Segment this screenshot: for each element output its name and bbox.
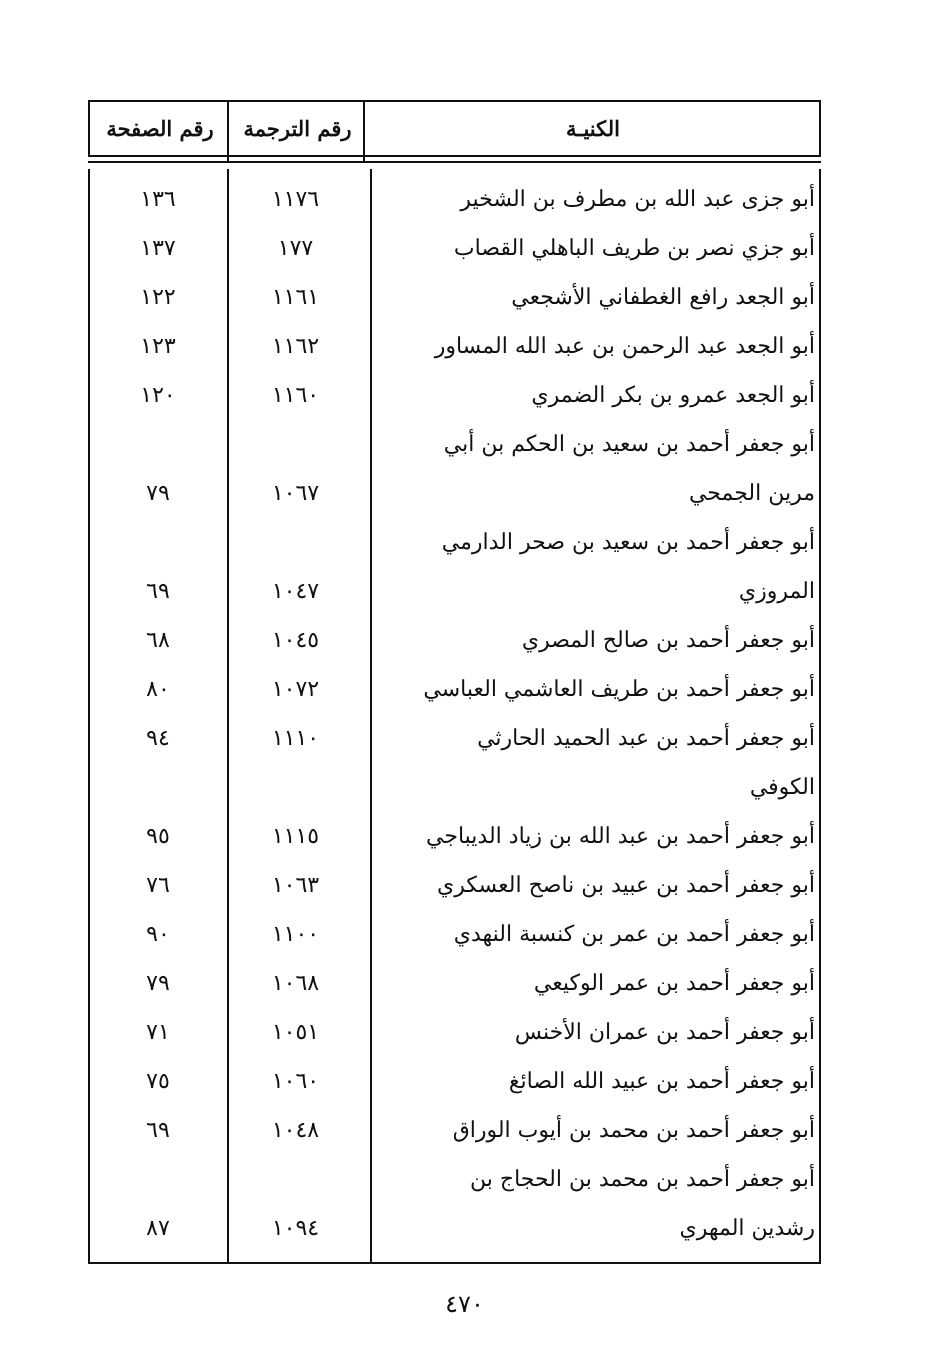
kunya-cell: أبو الجعد عمرو بن بكر الضمري bbox=[531, 383, 815, 408]
table-row bbox=[88, 371, 821, 421]
table-row bbox=[88, 469, 821, 519]
page-number-cell bbox=[88, 763, 228, 813]
page-number-cell: ١٣٦ bbox=[140, 187, 176, 212]
page-number-cell: ١٢٠ bbox=[140, 383, 176, 408]
kunya-cell: أبو الجعد عبد الرحمن بن عبد الله المساور bbox=[434, 334, 815, 359]
page-number-cell: ٧٩ bbox=[146, 481, 170, 506]
table-row bbox=[88, 1155, 821, 1205]
table-row bbox=[88, 567, 821, 617]
header-tarjama-number: رقم الترجمة bbox=[243, 116, 352, 141]
tarjama-number-cell: ١١٦٢ bbox=[271, 334, 320, 359]
table-header bbox=[88, 100, 821, 157]
table-row bbox=[88, 812, 821, 862]
table-row bbox=[88, 1008, 821, 1058]
page-number-cell: ٨٧ bbox=[146, 1216, 170, 1241]
kunya-cell: أبو جعفر أحمد بن سعيد بن الحكم بن أبي bbox=[443, 432, 815, 457]
tarjama-number-cell: ١٠٥١ bbox=[271, 1020, 320, 1045]
page-number-cell: ٧٦ bbox=[146, 873, 170, 898]
tarjama-number-cell: ١٠٤٥ bbox=[271, 628, 320, 653]
table-row bbox=[88, 714, 821, 764]
kunya-cell: الكوفي bbox=[749, 775, 815, 800]
table-row bbox=[88, 224, 821, 274]
header-page-number: رقم الصفحة bbox=[106, 116, 214, 141]
kunya-cell: المروزي bbox=[738, 579, 815, 604]
table-row bbox=[88, 616, 821, 666]
table-row bbox=[88, 1106, 821, 1156]
kunya-cell: أبو جعفر أحمد بن عمران الأخنس bbox=[514, 1020, 815, 1045]
header-kunya: الكنيـة bbox=[566, 116, 620, 141]
header-divider bbox=[227, 100, 229, 161]
table-row bbox=[88, 518, 821, 568]
page-number-cell: ٩٥ bbox=[146, 824, 170, 849]
tarjama-number-cell: ١١١٥ bbox=[271, 824, 320, 849]
page-number-cell bbox=[88, 518, 228, 568]
tarjama-number-cell: ١٠٤٨ bbox=[271, 1118, 320, 1143]
table-row bbox=[88, 1057, 821, 1107]
table-row bbox=[88, 322, 821, 372]
page-number-cell: ٧٥ bbox=[146, 1069, 170, 1094]
table-row bbox=[88, 273, 821, 323]
table-row bbox=[88, 1204, 821, 1254]
tarjama-number-cell bbox=[228, 763, 363, 813]
page-number-cell: ٧١ bbox=[146, 1020, 170, 1045]
table-row bbox=[88, 665, 821, 715]
page-number-cell: ١٢٢ bbox=[140, 285, 176, 310]
kunya-index-table bbox=[88, 100, 821, 1264]
page-number-cell: ٩٠ bbox=[146, 922, 170, 947]
header-divider bbox=[363, 100, 365, 161]
tarjama-number-cell bbox=[228, 518, 363, 568]
kunya-cell: أبو جعفر أحمد بن عمر بن كنسبة النهدي bbox=[453, 922, 815, 947]
kunya-cell: أبو جعفر أحمد بن عمر الوكيعي bbox=[533, 971, 815, 996]
tarjama-number-cell bbox=[228, 420, 363, 470]
page-number-cell: ٦٨ bbox=[146, 628, 170, 653]
tarjama-number-cell: ١١١٠ bbox=[271, 726, 320, 751]
table-row bbox=[88, 175, 821, 225]
tarjama-number-cell bbox=[228, 1155, 363, 1205]
kunya-cell: أبو جعفر أحمد بن محمد بن الحجاج بن bbox=[470, 1167, 815, 1192]
kunya-cell: أبو جعفر أحمد بن عبيد بن ناصح العسكري bbox=[437, 873, 815, 898]
kunya-cell: رشدين المهري bbox=[679, 1216, 815, 1241]
tarjama-number-cell: ١١٦٠ bbox=[271, 383, 320, 408]
table-row bbox=[88, 959, 821, 1009]
tarjama-number-cell: ١٠٧٢ bbox=[271, 677, 320, 702]
tarjama-number-cell: ١٠٦٣ bbox=[271, 873, 320, 898]
kunya-cell: أبو جعفر أحمد بن عبد الله بن زياد الديباجي bbox=[426, 824, 815, 849]
kunya-cell: أبو جعفر أحمد بن سعيد بن صحر الدارمي bbox=[441, 530, 815, 555]
kunya-cell: أبو جعفر أحمد بن طريف العاشمي العباسي bbox=[423, 677, 815, 702]
page-number-cell: ٩٤ bbox=[146, 726, 170, 751]
tarjama-number-cell: ١٠٦٧ bbox=[271, 481, 320, 506]
kunya-cell: أبو جعفر أحمد بن صالح المصري bbox=[521, 628, 815, 653]
page-number-cell: ٦٩ bbox=[146, 579, 170, 604]
tarjama-number-cell: ١٠٦٠ bbox=[271, 1069, 320, 1094]
page-number-cell: ٧٩ bbox=[146, 971, 170, 996]
kunya-cell: أبو جعفر أحمد بن عبد الحميد الحارثي bbox=[477, 726, 815, 751]
table-row bbox=[88, 420, 821, 470]
tarjama-number-cell: ١١٠٠ bbox=[271, 922, 320, 947]
page-number-cell: ٨٠ bbox=[146, 677, 170, 702]
kunya-cell: أبو جزي نصر بن طريف الباهلي القصاب bbox=[453, 236, 815, 261]
table-row bbox=[88, 763, 821, 813]
tarjama-number-cell: ١١٧٦ bbox=[271, 187, 320, 212]
page-number-cell bbox=[88, 1155, 228, 1205]
page-number: ٤٧٠ bbox=[445, 1290, 484, 1318]
kunya-cell: أبو جعفر أحمد بن عبيد الله الصائغ bbox=[508, 1069, 815, 1094]
tarjama-number-cell: ١١٦١ bbox=[271, 285, 320, 310]
page-number-cell: ١٢٣ bbox=[140, 334, 176, 359]
tarjama-number-cell: ١٠٩٤ bbox=[271, 1216, 320, 1241]
page-number-cell bbox=[88, 420, 228, 470]
header-double-rule bbox=[88, 161, 821, 163]
page-number-cell: ٦٩ bbox=[146, 1118, 170, 1143]
kunya-cell: مرين الجمحي bbox=[688, 481, 815, 506]
tarjama-number-cell: ١٠٦٨ bbox=[271, 971, 320, 996]
tarjama-number-cell: ١٠٤٧ bbox=[271, 579, 320, 604]
kunya-cell: أبو الجعد رافع الغطفاني الأشجعي bbox=[511, 285, 815, 310]
kunya-cell: أبو جزى عبد الله بن مطرف بن الشخير bbox=[460, 187, 815, 212]
table-row bbox=[88, 861, 821, 911]
page-number-cell: ١٣٧ bbox=[140, 236, 176, 261]
tarjama-number-cell: ١٧٧ bbox=[277, 236, 314, 261]
table-row bbox=[88, 910, 821, 960]
kunya-cell: أبو جعفر أحمد بن محمد بن أيوب الوراق bbox=[452, 1118, 815, 1143]
